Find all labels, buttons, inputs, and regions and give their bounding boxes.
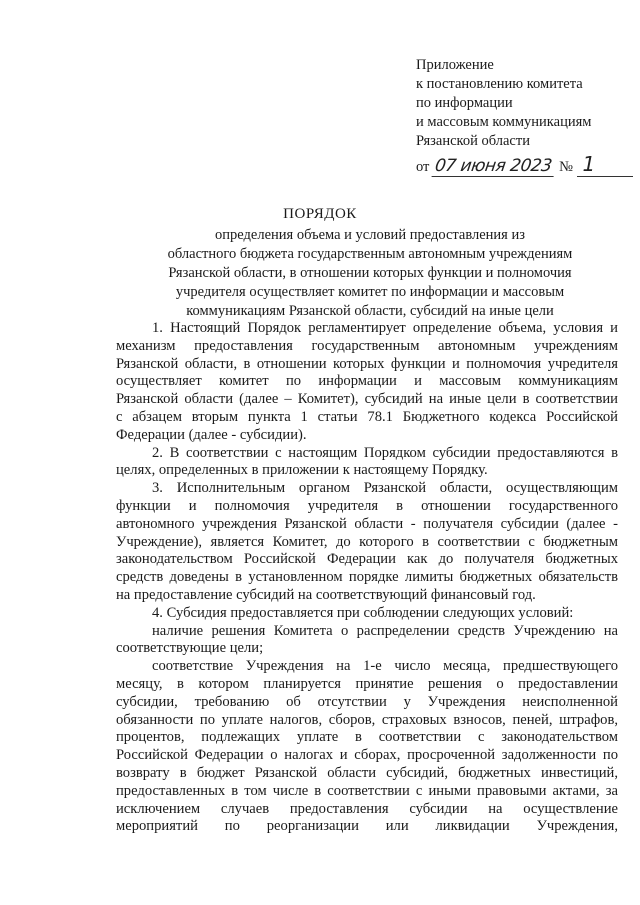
body-line: осуществляет комитет по информации и массовым коммуникациям xyxy=(116,373,618,390)
resolution-dateline xyxy=(416,152,633,177)
handwritten-date: 07 июня 2023 xyxy=(432,156,557,177)
appendix-line: Приложение xyxy=(416,57,494,73)
body-line: Российской Федерации о налогах и сборах, просроченной задолженности по xyxy=(116,747,618,764)
body-line: предоставленных в том числе в соответствии с иными правовыми актами, за xyxy=(116,782,618,799)
subtitle-line: учредителя осуществляет комитет по информации и массовым xyxy=(175,284,565,300)
subtitle-line: областного бюджета государственным автономным учреждениям xyxy=(167,246,573,262)
appendix-line: и массовым коммуникациям xyxy=(416,114,592,130)
body-line: исключением случаев предоставления субсидии на осуществление xyxy=(116,800,618,817)
body-line: с абзацем вторым пункта 1 статьи 78.1 Бюджетного кодекса Российской xyxy=(116,408,618,425)
body-line: механизм предоставления государственным автономным учреждениям xyxy=(116,337,618,354)
subtitle-line: определения объема и условий предоставления из xyxy=(215,227,525,243)
body-line: 3. Исполнительным органом Рязанской области, осуществляющим xyxy=(152,480,618,497)
body-line: месяцу, в котором планируется принятие решения о предоставлении xyxy=(116,675,618,692)
body-line: автономного учреждения Рязанской области - получателя субсидии (далее - xyxy=(116,515,618,532)
handwritten-number: 1 xyxy=(577,152,633,177)
body-line: Рязанской области, в отношении которых функции и полномочия учредителя xyxy=(116,355,618,372)
appendix-line: к постановлению комитета xyxy=(416,76,583,92)
subtitle-line: Рязанской области, в отношении которых функции и полномочия xyxy=(168,265,572,281)
dateline-prefix: от xyxy=(416,159,430,175)
body-line: 2. В соответствии с настоящим Порядком субсидии предоставляются в xyxy=(152,444,618,461)
body-line: Учреждение), является Комитет, до которого в соответствии с бюджетным xyxy=(116,533,618,550)
body-line: процентов, подлежащих уплате в соответствии с законодательством xyxy=(116,729,618,746)
body-line: законодательством Российской Федерации как до получателя бюджетных xyxy=(116,551,618,568)
subtitle-line: коммуникациям Рязанской области, субсидий на иные цели xyxy=(186,303,554,319)
body-line: Рязанской области (далее – Комитет), субсидий на иные цели в соответствии xyxy=(116,391,618,408)
body-line: мероприятий по реорганизации или ликвидации Учреждения, xyxy=(116,818,618,835)
body-line: Федерации (далее - субсидии). xyxy=(116,426,307,443)
body-line: наличие решения Комитета о распределении средств Учреждению на xyxy=(152,622,618,639)
appendix-line: Рязанской области xyxy=(416,133,530,149)
body-line: возврату в бюджет Рязанской области субсидий, бюджетных инвестиций, xyxy=(116,764,618,781)
body-line: соответствие Учреждения на 1-е число месяца, предшествующего xyxy=(152,658,618,675)
body-line: обязанности по уплате налогов, сборов, страховых взносов, пеней, штрафов, xyxy=(116,711,618,728)
document-title: ПОРЯДОК xyxy=(283,206,357,222)
body-line: 1. Настоящий Порядок регламентирует определение объема, условия и xyxy=(152,320,618,336)
body-line: субсидии, требованию об отсутствии у Учреждения неисполненной xyxy=(116,693,618,710)
body-line: целях, определенных в приложении к настоящему Порядку. xyxy=(116,462,488,479)
body-line: функции и полномочия учредителя в отношении государственного xyxy=(116,497,618,514)
document-body xyxy=(116,320,618,836)
body-line: 4. Субсидия предоставляется при соблюдении следующих условий: xyxy=(152,604,574,621)
body-line: соответствующие цели; xyxy=(116,640,264,657)
body-line: средств доведены в установленном порядке лимиты бюджетных обязательств xyxy=(116,569,618,586)
body-line: на предоставление субсидий на соответствующий финансовый год. xyxy=(116,586,536,603)
document-subtitle xyxy=(150,226,590,321)
appendix-line: по информации xyxy=(416,95,513,111)
appendix-header xyxy=(416,56,591,151)
number-sign: № xyxy=(559,159,573,175)
